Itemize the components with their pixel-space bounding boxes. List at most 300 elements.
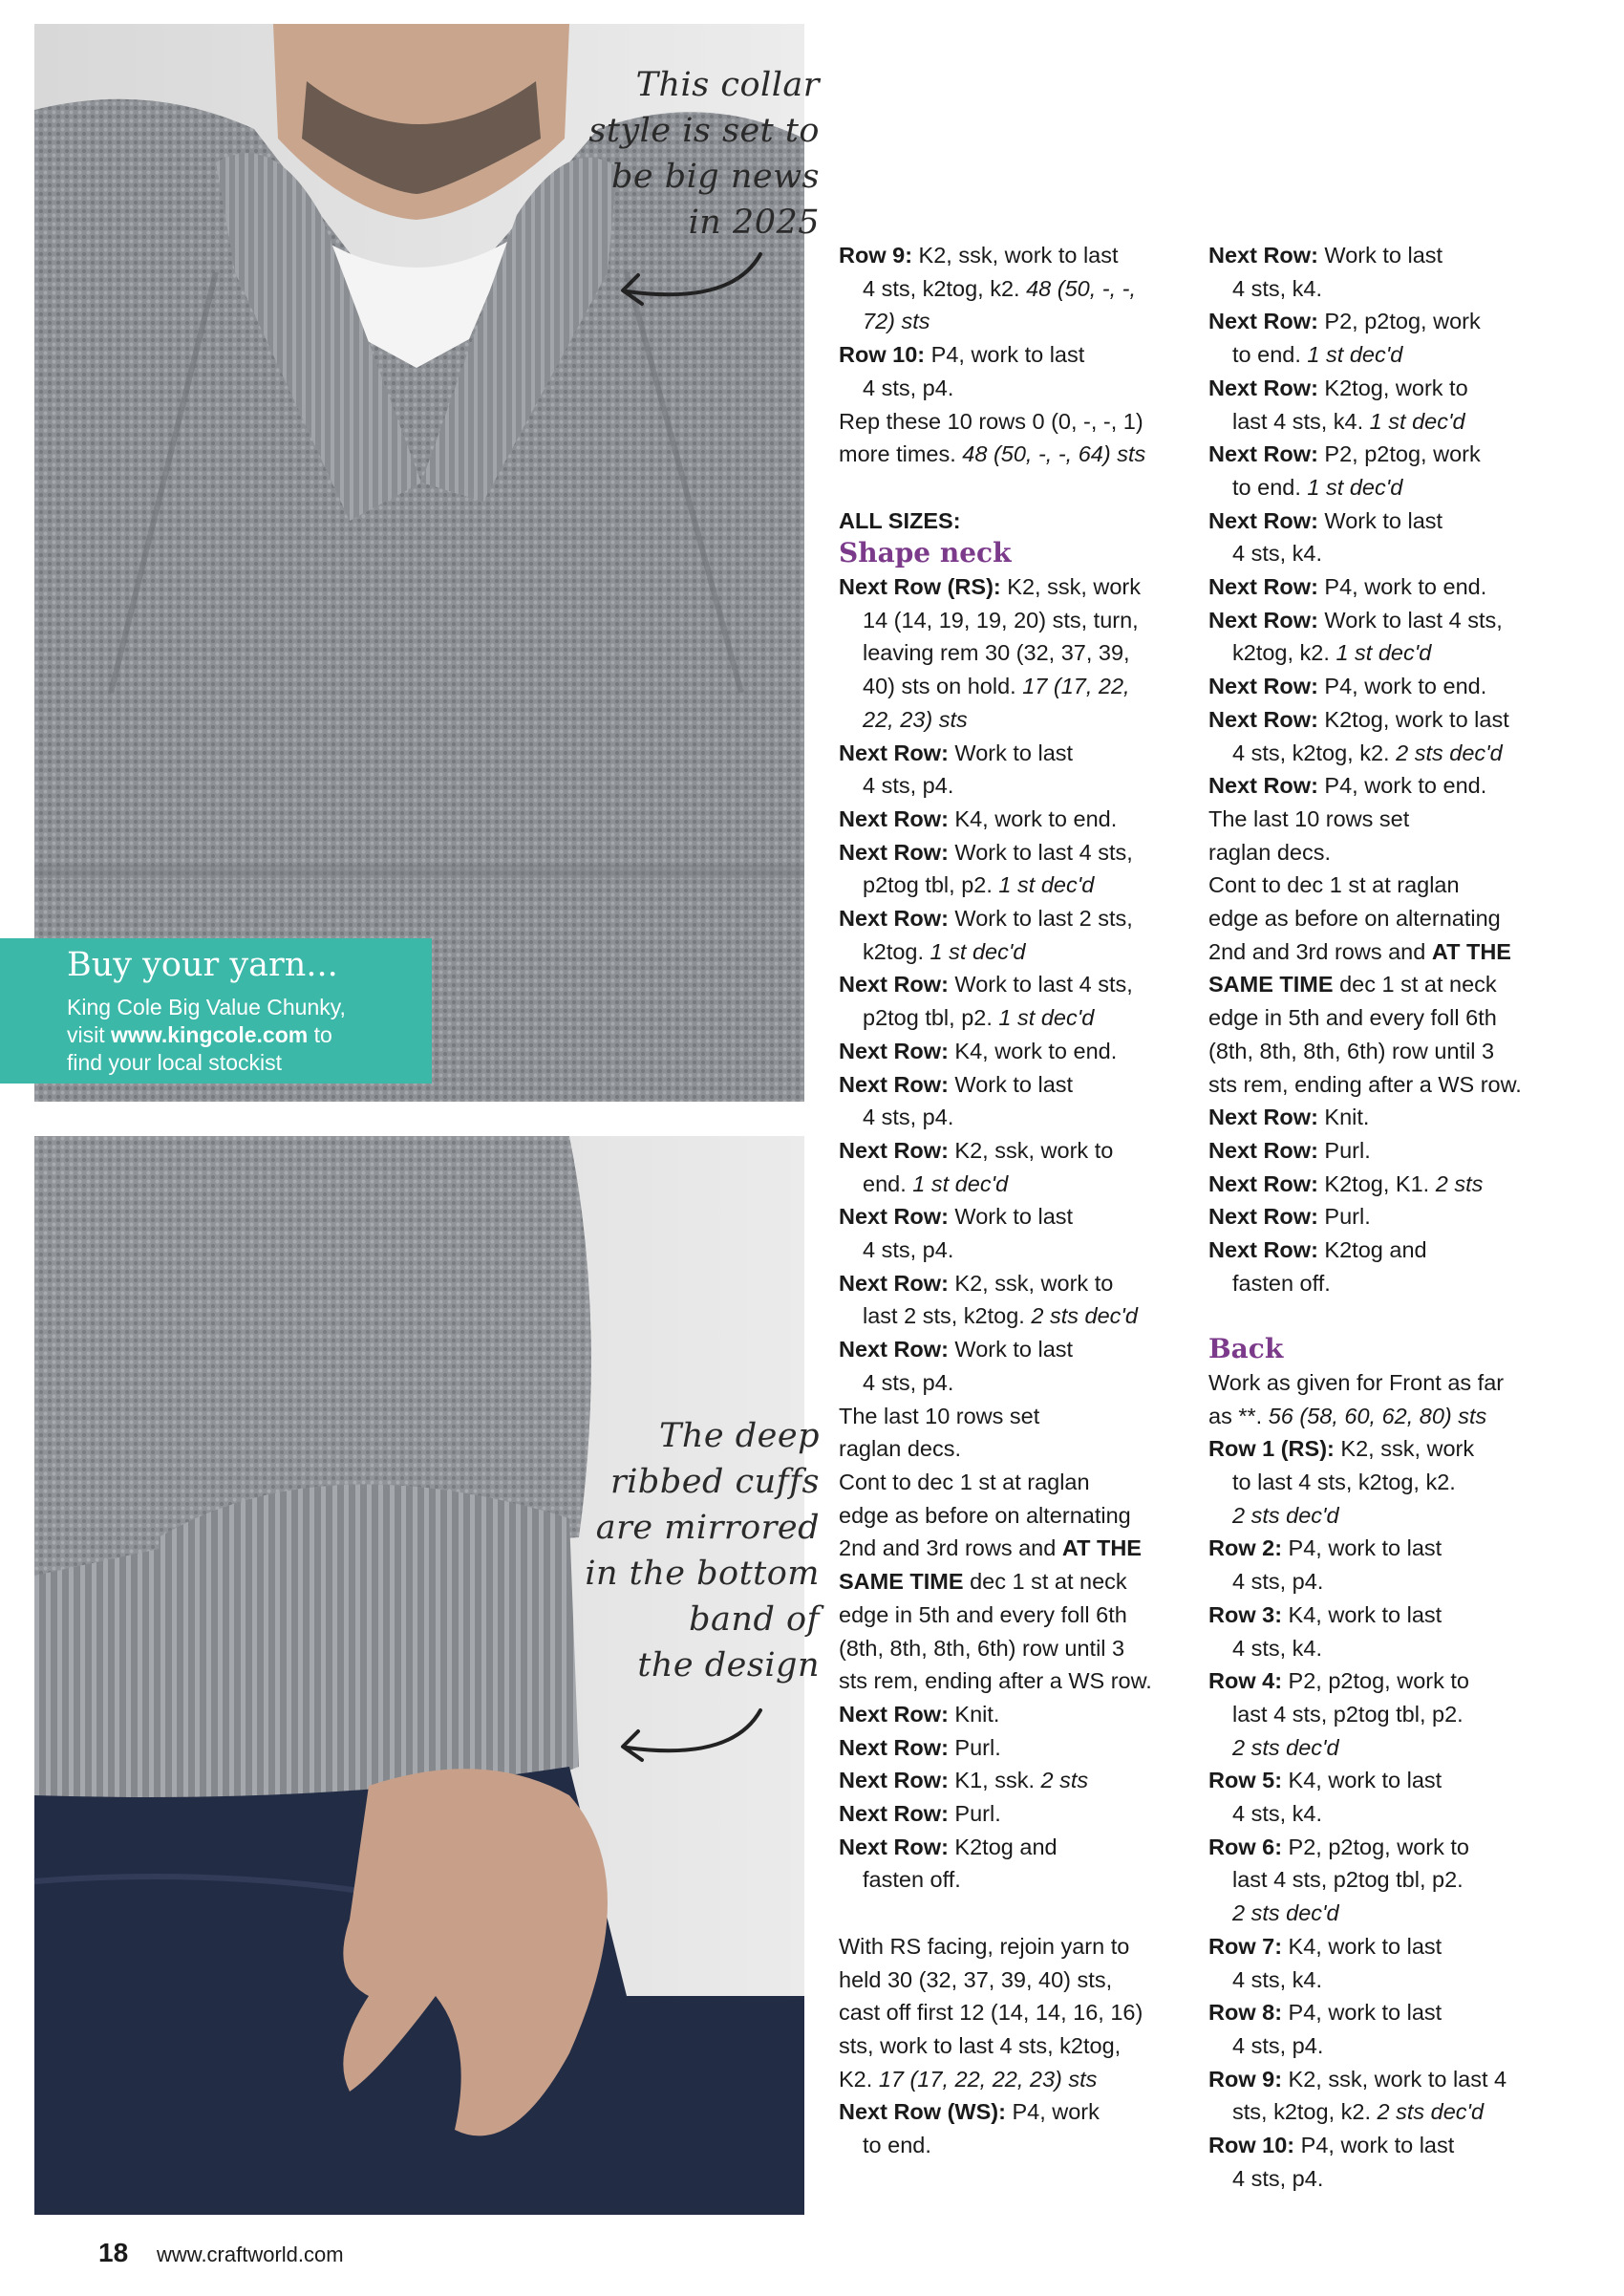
instruction-text: P4, work to end.	[1317, 773, 1487, 799]
buy-box-line	[67, 1021, 420, 1049]
instruction-text: 4 sts, k4.	[1232, 275, 1323, 301]
cuffs-note-line: in the bottom	[585, 1555, 820, 1593]
pattern-line	[1208, 1267, 1552, 1300]
pattern-line	[1208, 1599, 1552, 1632]
buy-box-line: King Cole Big Value Chunky,	[67, 995, 346, 1019]
size-heading: ALL SIZES:	[839, 507, 961, 533]
instruction-text: 2nd and 3rd rows and	[1208, 938, 1432, 964]
instruction-text: edge in 5th and every foll 6th	[839, 1601, 1127, 1627]
instruction-text: (8th, 8th, 8th, 6th) row until 3	[1208, 1038, 1495, 1063]
row-label: Row 9:	[839, 243, 913, 268]
instruction-text: to end.	[1232, 342, 1308, 368]
paragraph-gap	[839, 471, 1183, 504]
pattern-line	[1208, 438, 1552, 471]
instruction-text: K2tog, work to	[1317, 375, 1468, 400]
instruction-text: K2.	[839, 2066, 879, 2092]
pattern-line	[839, 769, 1183, 803]
row-label: Row 10:	[839, 342, 926, 368]
instruction-text: raglan decs.	[1208, 839, 1332, 865]
row-label: SAME TIME	[839, 1569, 964, 1595]
pattern-line	[839, 1466, 1183, 1499]
instruction-text: raglan decs.	[839, 1436, 962, 1462]
instruction-text: 2nd and 3rd rows and	[839, 1535, 1062, 1561]
instruction-text: 4 sts, p4.	[863, 1237, 954, 1263]
row-label: Next Row:	[1208, 309, 1318, 334]
pattern-line	[839, 1200, 1183, 1234]
pattern-line	[1208, 1731, 1552, 1765]
pattern-line	[1208, 1234, 1552, 1267]
instruction-text: sts, work to last 4 sts, k2tog,	[839, 2032, 1122, 2058]
stitch-count: 2 sts dec'd	[1031, 1303, 1138, 1329]
instruction-text: 4 sts, p4.	[1232, 2032, 1324, 2058]
instruction-text: P4, work to last	[1282, 1535, 1442, 1561]
pattern-line	[1208, 1200, 1552, 1234]
pattern-line	[839, 305, 1183, 338]
pattern-line	[839, 1499, 1183, 1533]
pattern-line	[839, 405, 1183, 439]
row-label: Next Row:	[839, 1270, 949, 1296]
pattern-line	[1208, 1101, 1552, 1134]
instruction-text: K2, ssk, work to	[948, 1137, 1114, 1163]
pattern-line	[839, 636, 1183, 670]
pattern-line	[1208, 2029, 1552, 2063]
kingcole-link[interactable]: www.kingcole.com	[111, 1022, 309, 1047]
instruction-text: dec 1 st at neck	[1333, 972, 1497, 998]
pattern-line	[1208, 1764, 1552, 1797]
row-label: Row 1 (RS):	[1208, 1436, 1335, 1462]
paragraph-gap	[1208, 1300, 1552, 1334]
pattern-line	[839, 836, 1183, 869]
pattern-line	[839, 1632, 1183, 1665]
emphasis-text: AT THE	[1431, 938, 1511, 964]
pattern-line	[839, 1068, 1183, 1102]
row-label: Next Row:	[1208, 1105, 1318, 1130]
pattern-line	[839, 1698, 1183, 1731]
pattern-line	[1208, 703, 1552, 737]
row-label: Row 2:	[1208, 1535, 1283, 1561]
instruction-text: K4, work to last	[1282, 1933, 1442, 1959]
instruction-text: Work to last 2 sts,	[948, 906, 1133, 932]
instruction-text: P2, p2tog, work	[1317, 309, 1481, 334]
pattern-column-2	[1208, 239, 1552, 2195]
buy-box-line: find your local stockist	[67, 1050, 282, 1075]
instruction-text: to end.	[1232, 474, 1308, 500]
instruction-text: p2tog tbl, p2.	[863, 872, 999, 898]
instruction-text: P4, work to end.	[1317, 674, 1487, 699]
pattern-line	[1208, 504, 1552, 538]
pattern-line	[1208, 372, 1552, 405]
instruction-text: Work to last	[948, 1204, 1074, 1230]
instruction-text: 4 sts, k4.	[1232, 1801, 1323, 1827]
collar-note-line: style is set to	[588, 112, 820, 150]
row-label: Next Row:	[839, 1734, 949, 1760]
pattern-line	[839, 1366, 1183, 1400]
pattern-line	[839, 1333, 1183, 1366]
instruction-text: P4, work to end.	[1317, 574, 1487, 600]
cuffs-note-line: The deep	[659, 1417, 820, 1455]
row-label: Row 3:	[1208, 1601, 1283, 1627]
pattern-line	[1208, 803, 1552, 836]
pattern-line	[1208, 471, 1552, 504]
row-label: Next Row:	[1208, 706, 1318, 732]
instruction-text: p2tog tbl, p2.	[863, 1005, 999, 1031]
instruction-text: 4 sts, p4.	[1232, 1569, 1324, 1595]
instruction-text: Cont to dec 1 st at raglan	[1208, 872, 1460, 898]
pattern-line	[839, 1930, 1183, 1963]
cuffs-note-line: band of	[689, 1600, 820, 1639]
stitch-count: 2 sts	[1435, 1170, 1484, 1196]
instruction-text: 40) sts on hold.	[863, 674, 1023, 699]
pattern-line	[839, 272, 1183, 306]
instruction-text: 4 sts, p4.	[863, 773, 954, 799]
pattern-line	[839, 1400, 1183, 1433]
row-label: Row 6:	[1208, 1834, 1283, 1859]
pattern-line	[1208, 1797, 1552, 1831]
stitch-count: 1 st dec'd	[912, 1170, 1009, 1196]
pattern-line	[839, 1731, 1183, 1765]
pattern-line	[1208, 1068, 1552, 1102]
pattern-line	[839, 604, 1183, 637]
pattern-line	[839, 1234, 1183, 1267]
buy-box-text	[67, 994, 420, 1077]
instruction-text: Work as given for Front as far	[1208, 1369, 1505, 1395]
instruction-text: last 4 sts, p2tog tbl, p2.	[1232, 1867, 1464, 1893]
cuffs-arrow-icon	[608, 1705, 770, 1781]
instruction-text: 4 sts, p4.	[863, 375, 954, 400]
row-label: Next Row:	[839, 1701, 949, 1727]
pattern-line	[839, 1532, 1183, 1565]
pattern-line	[1208, 405, 1552, 439]
stitch-count: 1 st dec'd	[1336, 640, 1432, 666]
emphasis-text: AT THE	[1061, 1535, 1142, 1561]
instruction-text: K4, work to last	[1282, 1601, 1442, 1627]
row-label: Next Row:	[839, 1137, 949, 1163]
pattern-line	[839, 737, 1183, 770]
pattern-line	[839, 670, 1183, 703]
pattern-line	[1208, 1863, 1552, 1897]
pattern-line	[1208, 1366, 1552, 1400]
instruction-text: K2tog and	[948, 1834, 1058, 1859]
instruction-text: 4 sts, k4.	[1232, 541, 1323, 567]
stitch-count: 2 sts dec'd	[1232, 1734, 1339, 1760]
instruction-text: K2, ssk, work	[1000, 574, 1141, 600]
pattern-line	[839, 2129, 1183, 2162]
instruction-text: edge as before on alternating	[839, 1502, 1131, 1528]
pattern-line	[839, 1565, 1183, 1599]
stitch-count: 1 st dec'd	[930, 938, 1026, 964]
stitch-count: 56 (58, 60, 62, 80) sts	[1268, 1403, 1487, 1428]
stitch-count: 17 (17, 22,	[1022, 674, 1130, 699]
pattern-line	[1208, 737, 1552, 770]
pattern-line	[1208, 769, 1552, 803]
pattern-line	[839, 239, 1183, 272]
instruction-text: Purl.	[1317, 1137, 1371, 1163]
pattern-line	[1208, 902, 1552, 935]
instruction-text: last 4 sts, k4.	[1232, 408, 1370, 434]
instruction-text: K4, work to end.	[948, 805, 1118, 831]
row-label: Row 8:	[1208, 2000, 1283, 2026]
instruction-text: 4 sts, p4.	[1232, 2165, 1324, 2191]
row-label: Next Row (WS):	[839, 2099, 1006, 2125]
instruction-text: Knit.	[1317, 1105, 1370, 1130]
pattern-line	[839, 1664, 1183, 1698]
pattern-line	[839, 803, 1183, 836]
instruction-text: end.	[863, 1170, 913, 1196]
row-label: Row 9:	[1208, 2066, 1283, 2092]
pattern-line	[1208, 2063, 1552, 2096]
stitch-count: 22, 23) sts	[863, 706, 968, 732]
instruction-text: Work to last 4 sts,	[1317, 607, 1503, 633]
row-label: Next Row:	[1208, 1170, 1318, 1196]
row-label: Next Row:	[839, 1071, 949, 1097]
pattern-line	[1208, 1168, 1552, 1201]
instruction-text: last 2 sts, k2tog.	[863, 1303, 1032, 1329]
row-label: Row 5:	[1208, 1768, 1283, 1793]
pattern-line	[839, 1831, 1183, 1864]
instruction-text: Purl.	[948, 1734, 1001, 1760]
instruction-text: Rep these 10 rows 0 (0, -, -, 1)	[839, 408, 1143, 434]
instruction-text: dec 1 st at neck	[963, 1569, 1127, 1595]
pattern-line	[1208, 1466, 1552, 1499]
section-heading: Back	[1208, 1333, 1284, 1365]
pattern-line	[1208, 2162, 1552, 2196]
stitch-count: 2 sts dec'd	[1396, 740, 1503, 765]
instruction-text: P2, p2tog, work to	[1282, 1834, 1469, 1859]
collar-note	[569, 62, 820, 246]
pattern-line	[839, 1863, 1183, 1897]
collar-note-line: in 2025	[688, 204, 820, 242]
instruction-text: fasten off.	[1232, 1270, 1331, 1296]
instruction-text: K2, ssk, work	[1334, 1436, 1475, 1462]
cuffs-note-line: ribbed cuffs	[610, 1463, 820, 1501]
pattern-line	[1208, 570, 1552, 604]
pattern-line	[839, 1299, 1183, 1333]
buy-box-to-text: to	[308, 1022, 332, 1047]
row-label: Next Row:	[839, 1204, 949, 1230]
instruction-text: K4, work to last	[1282, 1768, 1442, 1793]
row-label: Next Row:	[839, 1337, 949, 1363]
pattern-line	[1208, 1532, 1552, 1565]
photo-ribbed-cuffs	[34, 1136, 820, 2215]
instruction-text: P4, work to last	[1282, 2000, 1442, 2026]
row-label: Next Row:	[1208, 441, 1318, 467]
pattern-line	[839, 2029, 1183, 2063]
pattern-line	[1208, 1632, 1552, 1665]
instruction-text: Purl.	[948, 1801, 1001, 1827]
instruction-text: sts rem, ending after a WS row.	[1208, 1071, 1522, 1097]
pattern-line	[839, 1101, 1183, 1134]
pattern-line	[1208, 1897, 1552, 1930]
pattern-line	[1208, 1035, 1552, 1068]
instruction-text: leaving rem 30 (32, 37, 39,	[863, 640, 1130, 666]
collar-note-line: be big news	[610, 158, 820, 196]
pattern-line	[839, 1168, 1183, 1201]
instruction-text: 4 sts, p4.	[863, 1105, 954, 1130]
stitch-count: 1 st dec'd	[1369, 408, 1465, 434]
instruction-text: edge in 5th and every foll 6th	[1208, 1005, 1497, 1031]
pattern-line	[1208, 272, 1552, 306]
instruction-text: as **.	[1208, 1403, 1269, 1428]
pattern-line	[839, 438, 1183, 471]
instruction-text: fasten off.	[863, 1867, 961, 1893]
instruction-text: Work to last 4 sts,	[948, 839, 1133, 865]
instruction-text: Work to last	[1317, 243, 1443, 268]
instruction-text: K2tog, K1.	[1317, 1170, 1436, 1196]
pattern-line	[1208, 239, 1552, 272]
row-label: Row 10:	[1208, 2133, 1295, 2158]
pattern-line	[839, 570, 1183, 604]
row-label: Next Row:	[1208, 607, 1318, 633]
instruction-text: last 4 sts, p2tog tbl, p2.	[1232, 1701, 1464, 1727]
instruction-text: sts rem, ending after a WS row.	[839, 1668, 1152, 1694]
instruction-text: Purl.	[1317, 1204, 1371, 1230]
collar-arrow-icon	[608, 248, 770, 325]
stitch-count: 2 sts	[1040, 1768, 1089, 1793]
instruction-text: 4 sts, k4.	[1232, 1966, 1323, 1992]
stitch-count: 17 (17, 22, 22, 23) sts	[878, 2066, 1098, 2092]
instruction-text: cast off first 12 (14, 14, 16, 16)	[839, 2000, 1143, 2026]
row-label: Next Row:	[1208, 243, 1318, 268]
buy-box-visit-text: visit	[67, 1022, 111, 1047]
pattern-line	[839, 1267, 1183, 1300]
row-label: Next Row (RS):	[839, 574, 1001, 600]
instruction-text: Work to last	[948, 1337, 1074, 1363]
pattern-line	[839, 1001, 1183, 1035]
pattern-line	[1208, 636, 1552, 670]
instruction-text: 4 sts, k2tog, k2.	[1232, 740, 1397, 765]
stitch-count: 2 sts dec'd	[1232, 1900, 1339, 1926]
stitch-count: 2 sts dec'd	[1377, 2099, 1485, 2125]
instruction-text: held 30 (32, 37, 39, 40) sts,	[839, 1966, 1113, 1992]
instruction-text: K2, ssk, work to last 4	[1282, 2066, 1507, 2092]
row-label: Next Row:	[839, 906, 949, 932]
pattern-line	[1208, 2129, 1552, 2162]
instruction-text: to end.	[863, 2133, 931, 2158]
pattern-line	[1208, 305, 1552, 338]
cuffs-note-line: are mirrored	[595, 1509, 820, 1547]
instruction-text: edge as before on alternating	[1208, 906, 1501, 932]
pattern-line	[839, 968, 1183, 1001]
paragraph-gap	[839, 1897, 1183, 1930]
row-label: Next Row:	[839, 1834, 949, 1859]
buy-your-yarn-box	[0, 938, 432, 1084]
row-label: Next Row:	[1208, 1137, 1318, 1163]
instruction-text: Work to last	[1317, 507, 1443, 533]
instruction-text: Work to last 4 sts,	[948, 972, 1133, 998]
pattern-line	[1208, 1930, 1552, 1963]
pattern-line	[1208, 338, 1552, 372]
row-label: Next Row:	[839, 1768, 949, 1793]
pattern-line	[839, 1963, 1183, 1997]
pattern-line	[839, 1432, 1183, 1466]
row-label: Row 4:	[1208, 1668, 1283, 1694]
stitch-count: 1 st dec'd	[998, 1005, 1095, 1031]
pattern-line	[1208, 2095, 1552, 2129]
row-label: Next Row:	[839, 839, 949, 865]
instruction-text: The last 10 rows set	[839, 1403, 1040, 1428]
pattern-line	[839, 1797, 1183, 1831]
instruction-text: The last 10 rows set	[1208, 805, 1410, 831]
row-label: Next Row:	[1208, 1237, 1318, 1263]
pattern-line	[839, 1599, 1183, 1632]
pattern-line	[1208, 1996, 1552, 2029]
pattern-line	[839, 338, 1183, 372]
row-label: Row 7:	[1208, 1933, 1283, 1959]
instruction-text: Work to last	[948, 740, 1074, 765]
pattern-line	[839, 2095, 1183, 2129]
instruction-text: P2, p2tog, work	[1317, 441, 1481, 467]
buy-box-title: Buy your yarn...	[67, 946, 338, 984]
instruction-text: Cont to dec 1 st at raglan	[839, 1470, 1090, 1494]
instruction-text: 4 sts, k4.	[1232, 1635, 1323, 1661]
instruction-text: K1, ssk.	[948, 1768, 1041, 1793]
instruction-text: K4, work to end.	[948, 1038, 1118, 1063]
pattern-line	[1208, 1963, 1552, 1997]
pattern-line	[1208, 537, 1552, 570]
stitch-count: 2 sts dec'd	[1232, 1502, 1339, 1528]
pattern-column-1	[839, 239, 1183, 2162]
instruction-text: K2, ssk, work to	[948, 1270, 1114, 1296]
row-label: Next Row:	[839, 972, 949, 998]
row-label: Next Row:	[1208, 574, 1318, 600]
instruction-text: K2tog, work to last	[1317, 706, 1509, 732]
row-label: Next Row:	[1208, 1204, 1318, 1230]
pattern-line	[839, 1996, 1183, 2029]
cuffs-note	[531, 1413, 820, 1688]
stitch-count: 48 (50, -, -, 64) sts	[962, 441, 1146, 467]
pattern-line	[1208, 1400, 1552, 1433]
instruction-text: K2tog and	[1317, 1237, 1427, 1263]
pattern-line	[1208, 1698, 1552, 1731]
footer-url[interactable]: www.craftworld.com	[157, 2242, 344, 2266]
instruction-text: 14 (14, 19, 19, 20) sts, turn,	[863, 607, 1139, 633]
collar-note-line: This collar	[635, 66, 820, 104]
pattern-line	[839, 2063, 1183, 2096]
row-label: Next Row:	[839, 805, 949, 831]
stitch-count: 72) sts	[863, 309, 930, 334]
instruction-text: to last 4 sts, k2tog, k2.	[1232, 1470, 1456, 1494]
instruction-text: With RS facing, rejoin yarn to	[839, 1933, 1130, 1959]
instruction-text: more times.	[839, 441, 963, 467]
instruction-text: P2, p2tog, work to	[1282, 1668, 1469, 1694]
instruction-text: Knit.	[948, 1701, 1000, 1727]
row-label: Next Row:	[839, 1801, 949, 1827]
instruction-text: 4 sts, p4.	[863, 1369, 954, 1395]
stitch-count: 48 (50, -, -,	[1026, 275, 1137, 301]
row-label: Next Row:	[1208, 375, 1318, 400]
instruction-text: Work to last	[948, 1071, 1074, 1097]
pattern-line	[1208, 1499, 1552, 1533]
pattern-line	[1208, 670, 1552, 703]
pattern-line	[1208, 604, 1552, 637]
cuffs-note-line: the design	[637, 1646, 820, 1684]
page-number: 18	[98, 2238, 129, 2267]
pattern-line	[1208, 935, 1552, 969]
pattern-line	[1208, 1001, 1552, 1035]
pattern-line	[1208, 836, 1552, 869]
instruction-text: sts, k2tog, k2.	[1232, 2099, 1378, 2125]
pattern-line	[1208, 869, 1552, 902]
instruction-text: 4 sts, k2tog, k2.	[863, 275, 1027, 301]
row-label: Next Row:	[1208, 773, 1318, 799]
pattern-line	[839, 703, 1183, 737]
stitch-count: 1 st dec'd	[1307, 474, 1403, 500]
section-heading: Shape neck	[839, 537, 1012, 569]
instruction-text: P4, work	[1005, 2099, 1100, 2125]
pattern-line	[1208, 968, 1552, 1001]
pattern-line	[839, 1035, 1183, 1068]
row-label: SAME TIME	[1208, 972, 1334, 998]
